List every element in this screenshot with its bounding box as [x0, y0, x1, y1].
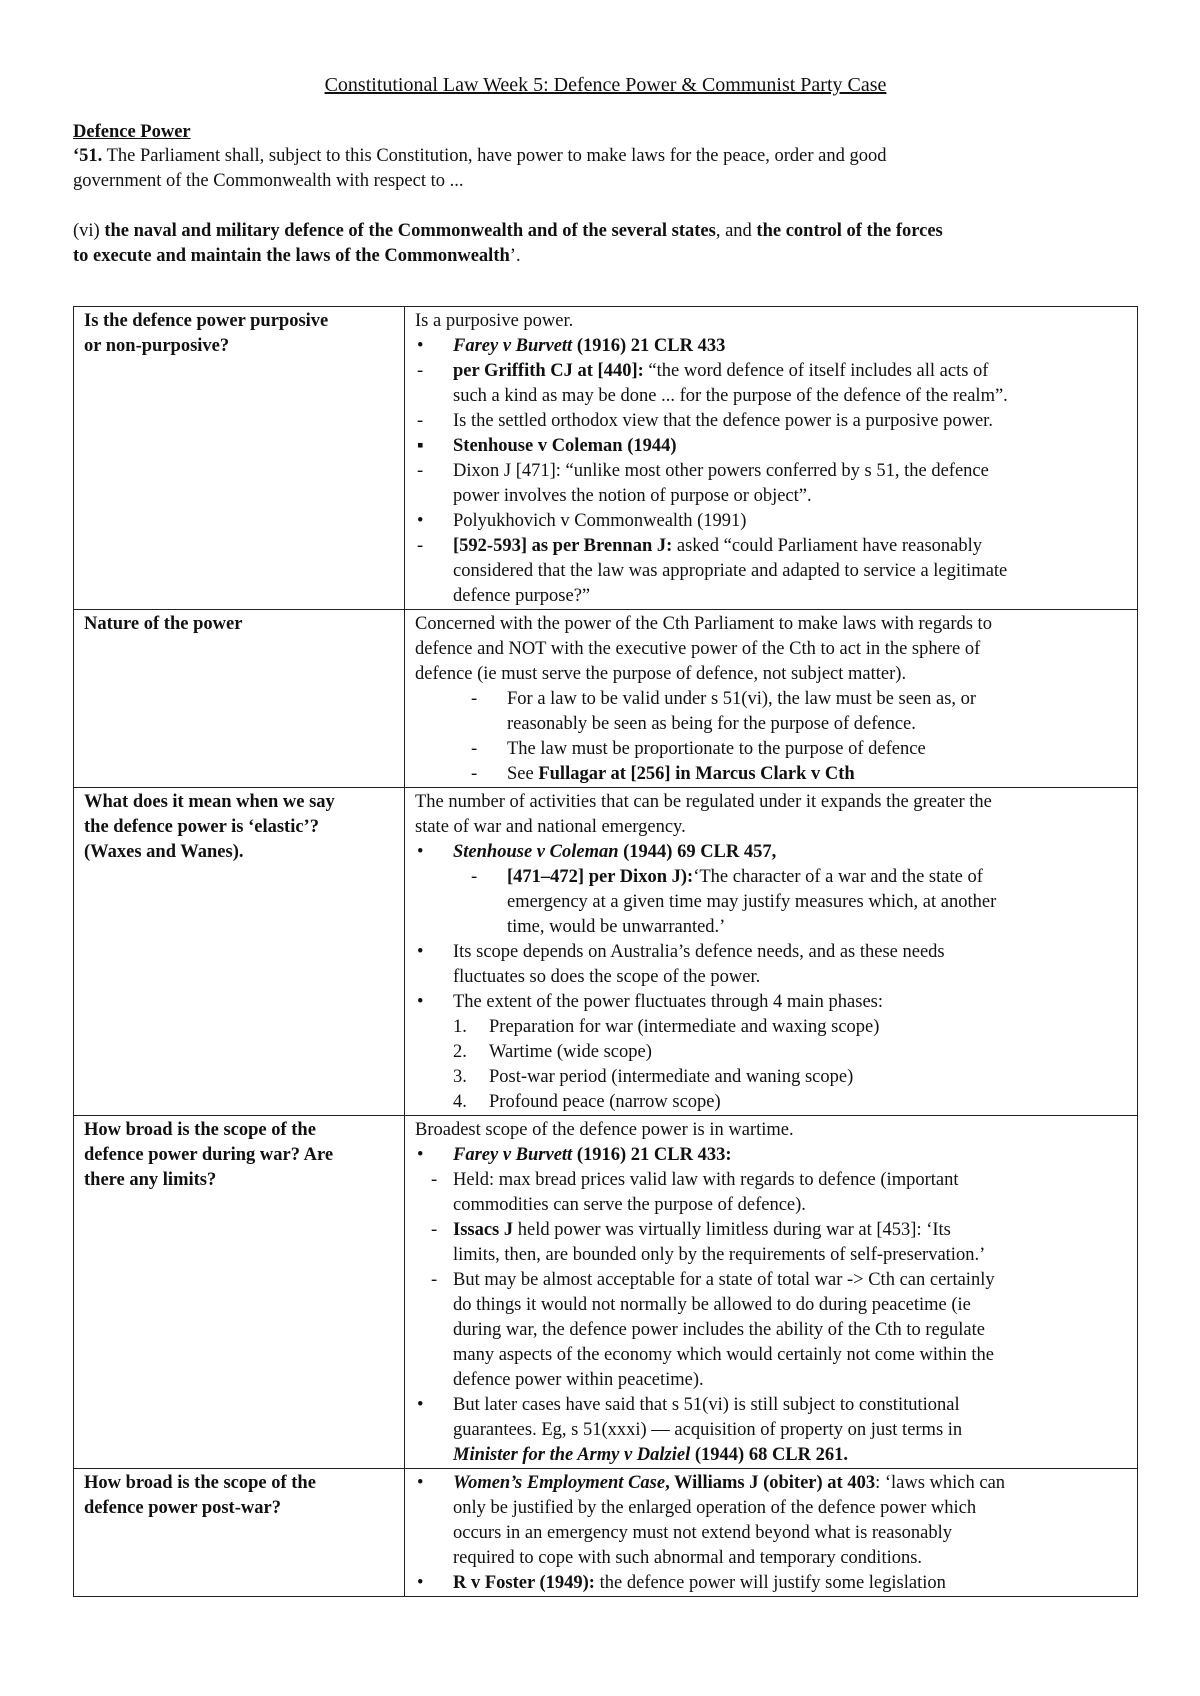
answer-cell: Concerned with the power of the Cth Parliament to make laws with regards to defence and NOT with the executive power of the Cth to act in the sphere of defence (ie must serve the purpose of defence, not subject matter). - For a law to be valid under s 51(vi), the law must be seen as, or reasonably be seen as being for the purpose of defence. - The law must be proportionate to the purpose of defence - See Fullagar at [256] in Marcus Clark v Cth [405, 610, 1138, 788]
table-row [74, 788, 1138, 1116]
answer-cell: The number of activities that can be regulated under it expands the greater the state of war and national emergency. • Stenhouse v Coleman (1944) 69 CLR 457, - [471–472] per Dixon J):‘The character of a war and the state of emergency at a given time may justify measures which, at another time, would be unwarranted.’ • Its scope depends on Australia’s defence needs, and as these needs fluctuates so does the scope of the power. • The extent of the power fluctuates through 4 main phases: 1. Preparation for war (intermediate and waxing scope) 2. Wartime (wide scope) 3. Post-war period (intermediate and waning scope) 4. Profound peace (narrow scope) [405, 788, 1138, 1116]
list-item: ▪ Stenhouse v Coleman (1944) [415, 434, 1131, 459]
list-item: • R v Foster (1949): the defence power will justify some legislation [415, 1571, 1131, 1596]
notes-table [73, 306, 1138, 1597]
list-item: • The extent of the power fluctuates through 4 main phases: [415, 990, 1131, 1015]
bullet-icon: • [417, 1395, 424, 1415]
bullet-icon: • [417, 942, 424, 962]
bullet-icon: • [417, 842, 424, 862]
bullet-icon: • [417, 511, 424, 531]
dash-icon: - [417, 361, 424, 381]
list-item: - The law must be proportionate to the purpose of defence [415, 737, 1131, 762]
list-item: - For a law to be valid under s 51(vi), the law must be seen as, or reasonably be seen as being for the purpose of defence. [471, 689, 977, 734]
section-number: ‘51. [73, 146, 103, 166]
table-row [74, 1469, 1138, 1597]
list-item: • Farey v Burvett (1916) 21 CLR 433: [415, 1143, 1131, 1168]
list-item: - Is the settled orthodox view that the defence power is a purposive power. [415, 409, 1131, 434]
list-item: - See Fullagar at [256] in Marcus Clark v Cth [415, 762, 1131, 787]
phase-item: 2. Wartime (wide scope) [453, 1042, 652, 1062]
section-heading: Defence Power [73, 122, 191, 142]
table-row [74, 307, 1138, 610]
list-item: • Polyukhovich v Commonwealth (1991) [415, 509, 1131, 534]
dash-icon: - [431, 1270, 438, 1290]
quote-line-vi: (vi) the naval and military defence of the Commonwealth and of the several states, and the control of the forces [73, 221, 943, 241]
document-page [73, 72, 1138, 269]
question-cell: How broad is the scope of the defence power post-war? [74, 1469, 405, 1597]
quote-line-vi: to execute and maintain the laws of the Commonwealth’. [73, 246, 521, 266]
bullet-icon: • [417, 1573, 424, 1593]
list-item: • Stenhouse v Coleman (1944) 69 CLR 457, [415, 840, 1131, 865]
list-item: - But may be almost acceptable for a state of total war -> Cth can certainly do things it would not normally be allowed to do during peacetime (ie during war, the defence power includes the ability of the Cth to regulate many aspects of the economy which would certainly not come within the defence power within peacetime). [431, 1270, 995, 1390]
dash-icon: - [417, 461, 424, 481]
bullet-icon: • [417, 336, 424, 356]
list-item: - [592-593] as per Brennan J: asked “could Parliament have reasonably considered that the law was appropriate and adapted to service a legitimate defence purpose?” [417, 536, 1008, 606]
list-item: - per Griffith CJ at [440]: “the word defence of itself includes all acts of such a kind as may be done ... for the purpose of the defence of the realm”. [417, 361, 1008, 406]
dash-icon: - [471, 689, 478, 709]
table-row [74, 1116, 1138, 1469]
dash-icon: - [471, 739, 478, 759]
dash-icon: - [471, 764, 478, 784]
answer-cell [405, 1469, 1138, 1597]
question-cell: What does it mean when we say the defence power is ‘elastic’? (Waxes and Wanes). [74, 788, 405, 1116]
list-item: - Issacs J held power was virtually limitless during war at [453]: ‘Its limits, then, are bounded only by the requirements of self-preservation.’ [431, 1220, 986, 1265]
dash-icon: - [471, 867, 478, 887]
page-title: Constitutional Law Week 5: Defence Power & Communist Party Case [324, 74, 887, 96]
list-item: - [471–472] per Dixon J):‘The character of a war and the state of emergency at a given time may justify measures which, at another time, would be unwarranted.’ [471, 867, 997, 937]
quote-line: government of the Commonwealth with respect to ... [73, 171, 464, 191]
question-cell: Nature of the power [74, 610, 405, 788]
phase-item: 4. Profound peace (narrow scope) [453, 1092, 721, 1112]
quote-line: ‘51. The Parliament shall, subject to this Constitution, have power to make laws for the peace, order and good [73, 146, 887, 166]
dash-icon: - [417, 536, 424, 556]
list-item: • Women’s Employment Case, Williams J (obiter) at 403: ‘laws which can only be justified by the enlarged operation of the defence power which occurs in an emergency must not extend beyond what is reasonably required to cope with such abnormal and temporary conditions. [417, 1473, 1006, 1568]
list-item: • Its scope depends on Australia’s defence needs, and as these needs fluctuates so does the scope of the power. [417, 942, 945, 987]
square-bullet-icon: ▪ [417, 436, 424, 456]
list-item: - Dixon J [471]: “unlike most other powers conferred by s 51, the defence power involves the notion of purpose or object”. [417, 461, 989, 506]
list-item: • Farey v Burvett (1916) 21 CLR 433 [415, 334, 1131, 359]
question-cell: How broad is the scope of the defence power during war? Are there any limits? [74, 1116, 405, 1469]
phase-item: 1. Preparation for war (intermediate and waxing scope) [453, 1017, 880, 1037]
bullet-icon: • [417, 1145, 424, 1165]
answer-cell: Is a purposive power. • Farey v Burvett (1916) 21 CLR 433 - per Griffith CJ at [440]: “the word defence of itself includes all acts of such a kind as may be done ... for the purpose of the defence of the realm”. - Is the settled orthodox view that the defence power is a purposive power. ▪ Stenhouse v Coleman (1944) - Dixon J [471]: “unlike most other powers conferred by s 51, the defence power involves the notion of purpose or object”. • Polyukhovich v Commonwealth (1991) - [592-593] as per Brennan J: asked “could Parliament have reasonably considered that the law was appropriate and adapted to service a legitimate defence purpose?” [405, 307, 1138, 610]
dash-icon: - [431, 1170, 438, 1190]
list-item: - Held: max bread prices valid law with regards to defence (important commodities can serve the purpose of defence). [431, 1170, 959, 1215]
list-item: • But later cases have said that s 51(vi) is still subject to constitutional guarantees. Eg, s 51(xxxi) — acquisition of property on just terms in Minister for the Army v Dalziel (1944) 68 CLR 261. [417, 1395, 963, 1465]
answer-cell: Broadest scope of the defence power is in wartime. • Farey v Burvett (1916) 21 CLR 433: - Held: max bread prices valid law with regards to defence (important commodities can serve the purpose of defence). - Issacs J held power was virtually limitless during war at [453]: ‘Its limits, then, are bounded only by the requirements of self-preservation.’ - But may be almost acceptable for a state of total war -> Cth can certainly do things it would not normally be allowed to do during peacetime (ie during war, the defence power includes the ability of the Cth to regulate many aspects of the economy which would certainly not come within the defence power within peacetime). • But later cases have said that s 51(vi) is still subject to constitutional guarantees. Eg, s 51(xxxi) — acquisition of property on just terms in Minister for the Army v Dalziel (1944) 68 CLR 261. [405, 1116, 1138, 1469]
phase-item: 3. Post-war period (intermediate and waning scope) [453, 1067, 854, 1087]
dash-icon: - [431, 1220, 438, 1240]
bullet-icon: • [417, 1473, 424, 1493]
constitution-quote [73, 144, 1138, 269]
bullet-icon: • [417, 992, 424, 1012]
question-cell: Is the defence power purposive or non-purposive? [74, 307, 405, 610]
dash-icon: - [417, 411, 424, 431]
table-row [74, 610, 1138, 788]
